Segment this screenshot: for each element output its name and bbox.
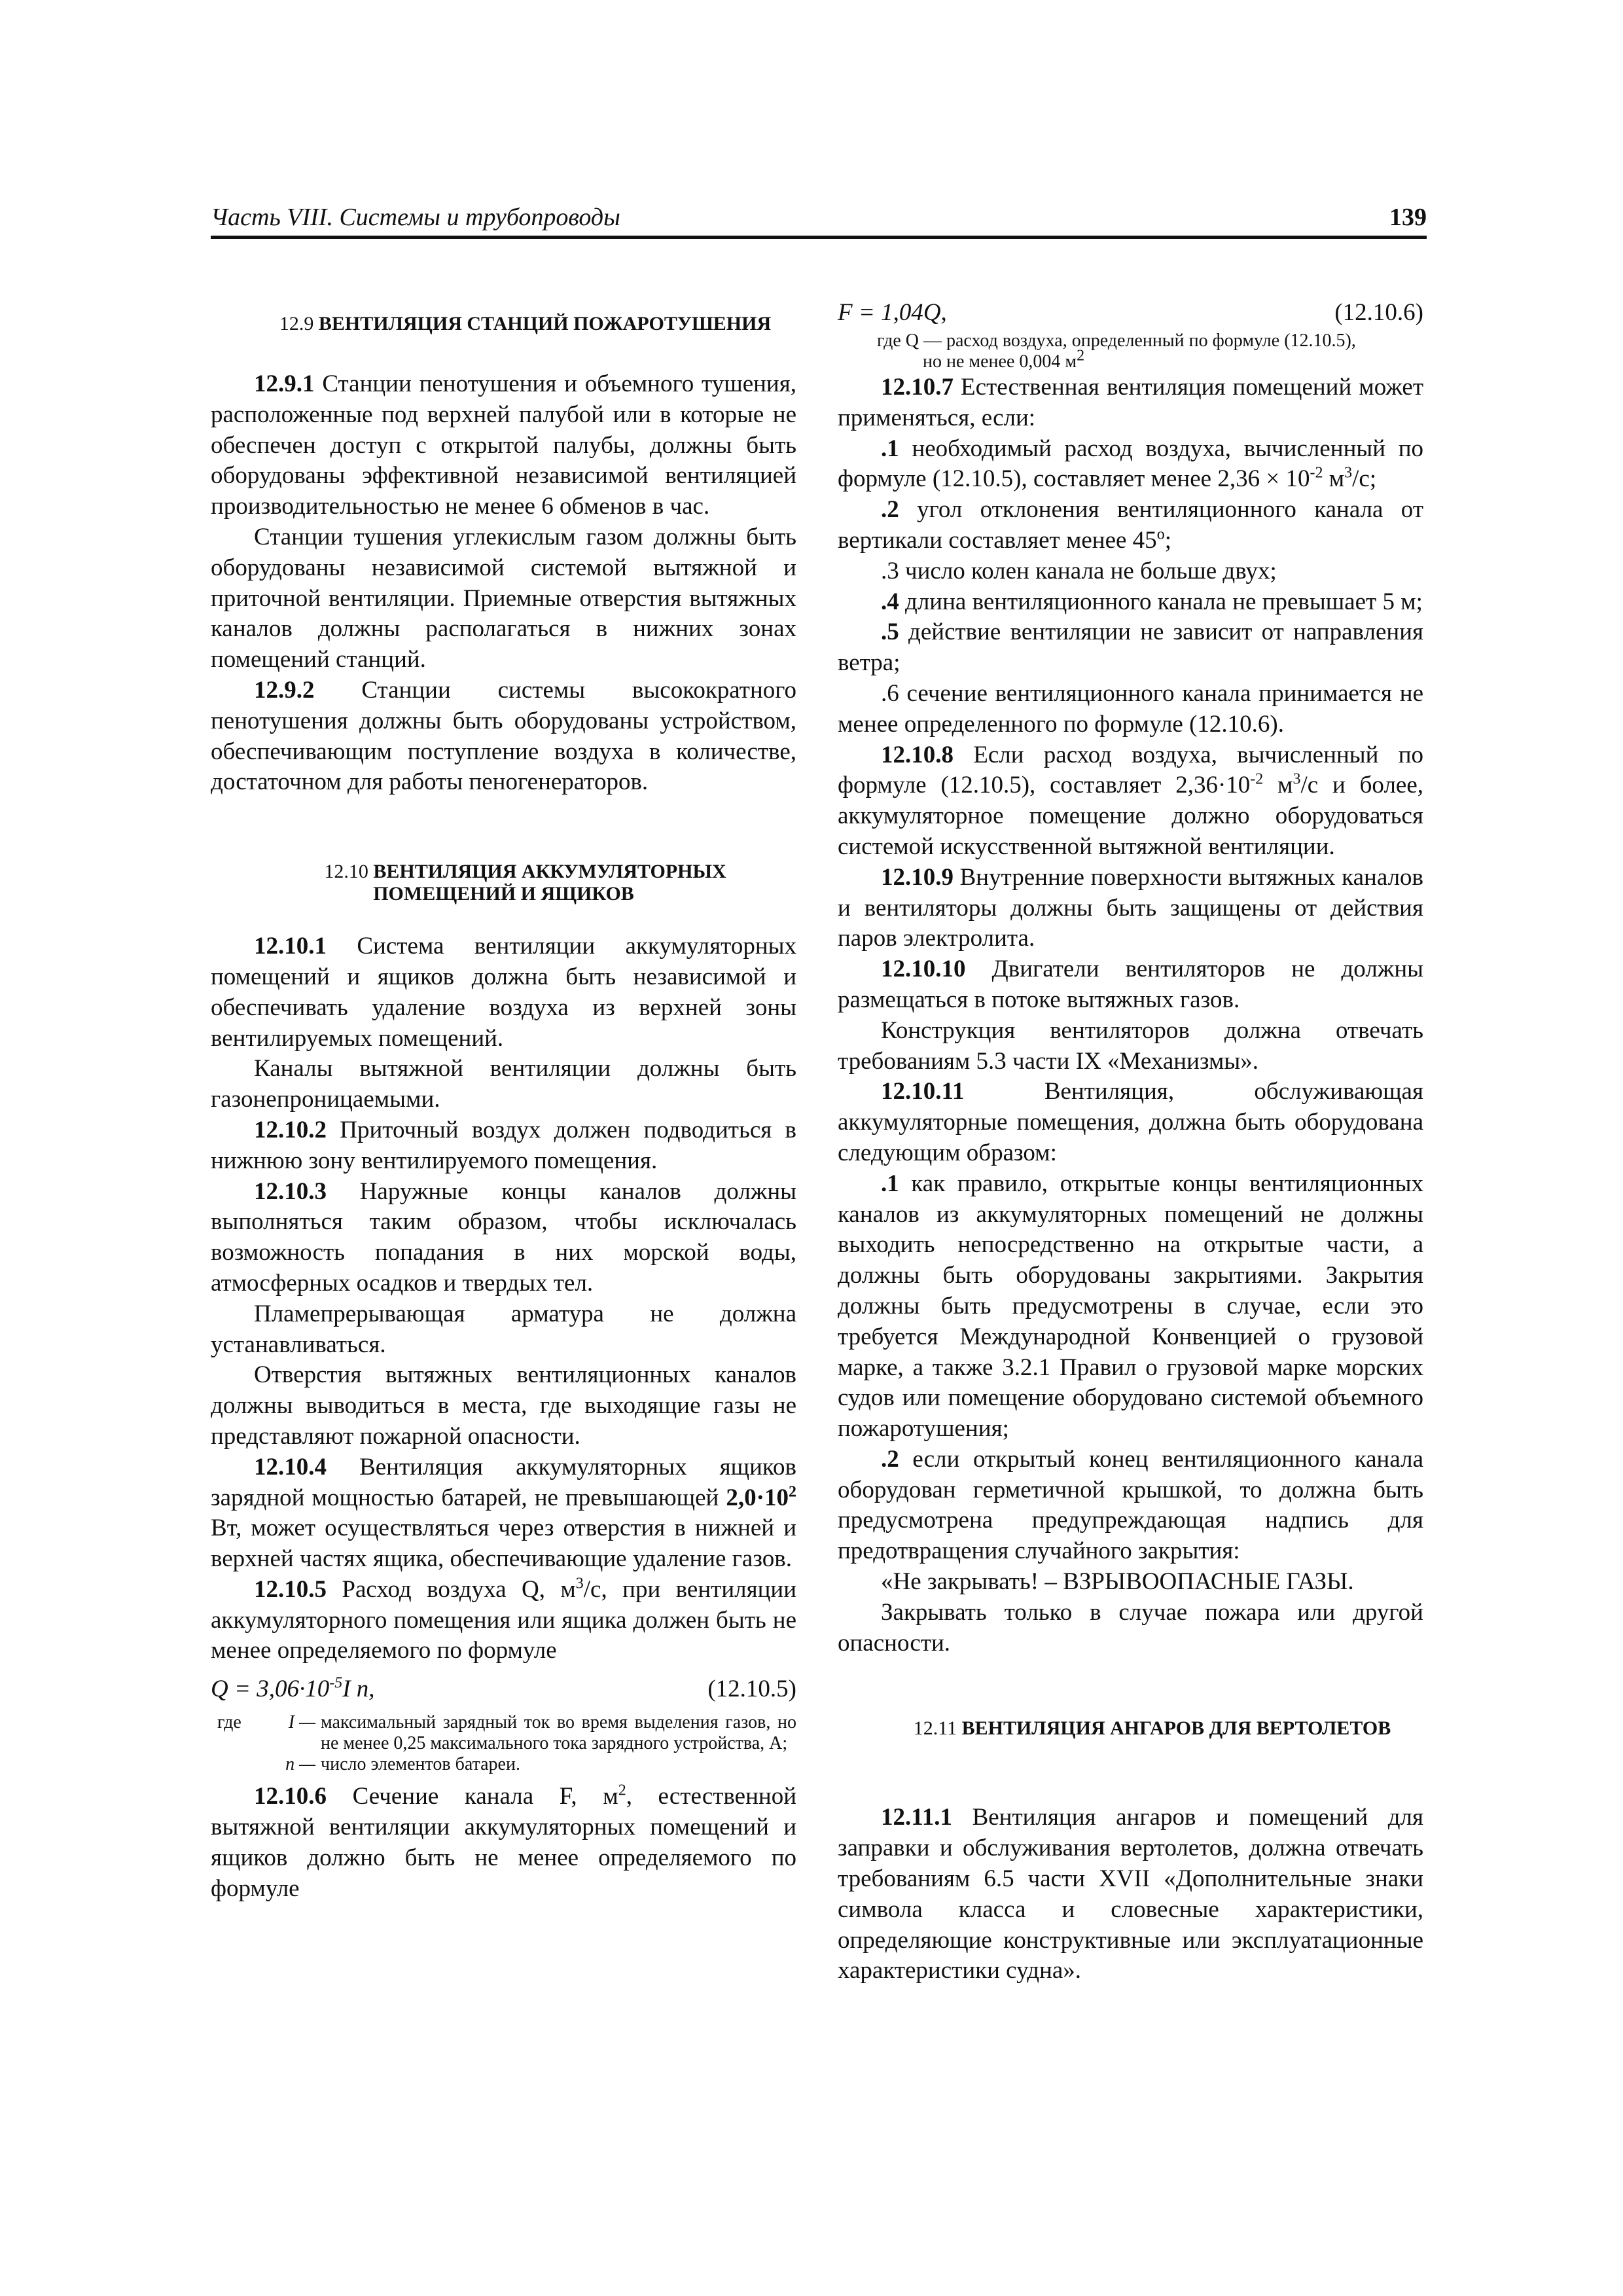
item-4: .4 длина вентиляционного канала не превышает 5 м; bbox=[881, 588, 1423, 615]
para-12-10-6: 12.10.6 Сечение канала F, $м^2$, естественной вытяжной вентиляции аккумуляторных помещений и ящиков должно быть не менее определяемого по формуле bbox=[211, 1782, 796, 1902]
page-header bbox=[211, 196, 1427, 239]
left-column bbox=[211, 301, 796, 1904]
item-6: .6 сечение вентиляционного канала принимается не менее определенного по формуле (12.10.6). bbox=[838, 679, 1423, 738]
para-12-10-9: 12.10.9 Внутренние поверхности вытяжных каналов и вентиляторы должны быть защищены от действия паров электролита. bbox=[838, 863, 1424, 952]
para-12-10-5: 12.10.5 Расход воздуха Q, $м^3/с$, при вентиляции аккумуляторного помещения или ящика должен быть не менее определяемого по формуле bbox=[211, 1575, 797, 1664]
item-11-1: .1 как правило, открытые концы вентиляционных каналов из аккумуляторных помещений не должны выходить непосредственно на открытые части, а должны быть оборудованы закрытиями. Закрытия должны быть предусмотрены в случае, если это требуется Международной Конвенцией о грузовой марке, а также 3.2.1 Правил о грузовой марке морских судов или помещение оборудовано системой объемного пожаротушения; bbox=[838, 1170, 1423, 1443]
para-12-10-7: 12.10.7 Естественная вентиляция помещений может применяться, если: bbox=[838, 374, 1423, 431]
formula-legend: где I — максимальный зарядный ток во время выделения газов, но не менее 0,25 максимального тока зарядного устройства, А; n — число элементов батареи. bbox=[217, 1712, 796, 1775]
para-12-10-8: 12.10.8 Если расход воздуха, вычисленный по формуле (12.10.5), составляет $2,36\cdot 10^{-2}$ $м^3/с$ и более, аккумуляторное помещение должно оборудоваться системой искусственной вытяжной вентиляции. bbox=[838, 741, 1424, 860]
heading-12-11: 12.11 ВЕНТИЛЯЦИЯ АНГАРОВ ДЛЯ ВЕРТОЛЕТОВ bbox=[913, 1717, 1391, 1740]
para-openings: Отверстия вытяжных вентиляционных каналов должны выводиться в места, где выходящие газы не представляют пожарной опасности. bbox=[211, 1361, 796, 1450]
running-title: Часть VIII. Системы и трубопроводы bbox=[211, 204, 620, 231]
para-12-10-4: 12.10.4 Вентиляция аккумуляторных ящиков зарядной мощностью батарей, не превышающей $2,0\cdot 10^2$ Вт, может осуществляться через отверстия в нижней и верхней частях ящика, обеспечивающие удаление газов. bbox=[211, 1453, 797, 1573]
item-11-2: .2 если открытый конец вентиляционного канала оборудован герметичной крышкой, то должна быть предусмотрена предупреждающая надпись для предотвращения случайного закрытия: bbox=[838, 1445, 1423, 1565]
page-number: 139 bbox=[1389, 204, 1427, 231]
item-2: .2 угол отклонения вентиляционного канала от вертикали составляет менее 45$^o$; bbox=[838, 496, 1423, 554]
formula-12-10-6: F = 1,04Q, (12.10.6) bbox=[838, 299, 1423, 326]
heading-12-10: 12.10 ВЕНТИЛЯЦИЯ АККУМУЛЯТОРНЫХ ПОМЕЩЕНИЙ И ЯЩИКОВ bbox=[324, 861, 726, 905]
right-column bbox=[838, 298, 1423, 1986]
para-co2-stations: Станции тушения углекислым газом должны быть оборудованы независимой системой вытяжной и приточной вентиляции. Приемные отверстия вытяжных каналов должны располагаться в нижних зонах помещений станций. bbox=[211, 523, 796, 673]
item-3: .3 число колен канала не больше двух; bbox=[881, 557, 1277, 584]
para-12-10-11: 12.10.11 Вентиляция, обслуживающая аккумуляторные помещения, должна быть оборудована следующим образом: bbox=[838, 1078, 1424, 1166]
heading-12-9: 12.9 ВЕНТИЛЯЦИЯ СТАНЦИЙ ПОЖАРОТУШЕНИЯ bbox=[279, 313, 772, 334]
warning-text: «Не закрывать! – ВЗРЫВООПАСНЫЕ ГАЗЫ. bbox=[881, 1568, 1354, 1596]
para-fans: Конструкция вентиляторов должна отвечать требованиям 5.3 части IX «Механизмы». bbox=[838, 1016, 1423, 1075]
para-12-10-10: 12.10.10 Двигатели вентиляторов не должны размещаться в потоке вытяжных газов. bbox=[838, 956, 1424, 1013]
para-12-9-1: 12.9.1 Станции пенотушения и объемного тушения, расположенные под верхней палубой или в которые не обеспечен доступ с открытой палубы, должны быть оборудованы эффективной независимой вентиляцией производительностью не менее 6 обменов в час. bbox=[211, 370, 796, 520]
para-channels: Каналы вытяжной вентиляции должны быть газонепроницаемыми. bbox=[211, 1055, 796, 1113]
para-12-11-1: 12.11.1 Вентиляция ангаров и помещений для заправки и обслуживания вертолетов, должна отвечать требованиям 6.5 части XVII «Дополнительные знаки символа класса и словесные характеристики, определяющие конструктивные или эксплуатационные характеристики судна». bbox=[838, 1804, 1424, 1984]
para-12-9-2: 12.9.2 Станции системы высокократного пенотушения должны быть оборудованы устройством, обеспечивающим поступление воздуха в количестве, достаточном для работы пеногенераторов. bbox=[211, 676, 796, 796]
para-12-10-1: 12.10.1 Система вентиляции аккумуляторных помещений и ящиков должна быть независимой и обеспечивать удаление воздуха из верхней зоны вентилируемых помещений. bbox=[211, 933, 796, 1052]
formula-legend-q: где Q — расход воздуха, определенный по формуле (12.10.5), но не менее 0,004 м2 bbox=[877, 331, 1356, 372]
formula-12-10-5: $Q = 3,06\cdot 10^{-5}I$ n, (12.10.5) bbox=[211, 1674, 796, 1703]
warning-text-2: Закрывать только в случае пожара или другой опасности. bbox=[838, 1598, 1423, 1657]
para-12-10-2: 12.10.2 Приточный воздух должен подводиться в нижнюю зону вентилируемого помещения. bbox=[211, 1116, 796, 1174]
item-5: .5 действие вентиляции не зависит от направления ветра; bbox=[838, 619, 1424, 677]
item-1: .1 необходимый расход воздуха, вычисленный по формуле (12.10.5), составляет менее $2,36 \times 10^{-2}$ $м^3/с$; bbox=[838, 435, 1424, 493]
para-flame-arrester: Пламепрерывающая арматура не должна устанавливаться. bbox=[211, 1300, 796, 1358]
para-12-10-3: 12.10.3 Наружные концы каналов должны выполняться таким образом, чтобы исключалась возможность попадания в них морской воды, атмосферных осадков и твердых тел. bbox=[211, 1177, 797, 1297]
